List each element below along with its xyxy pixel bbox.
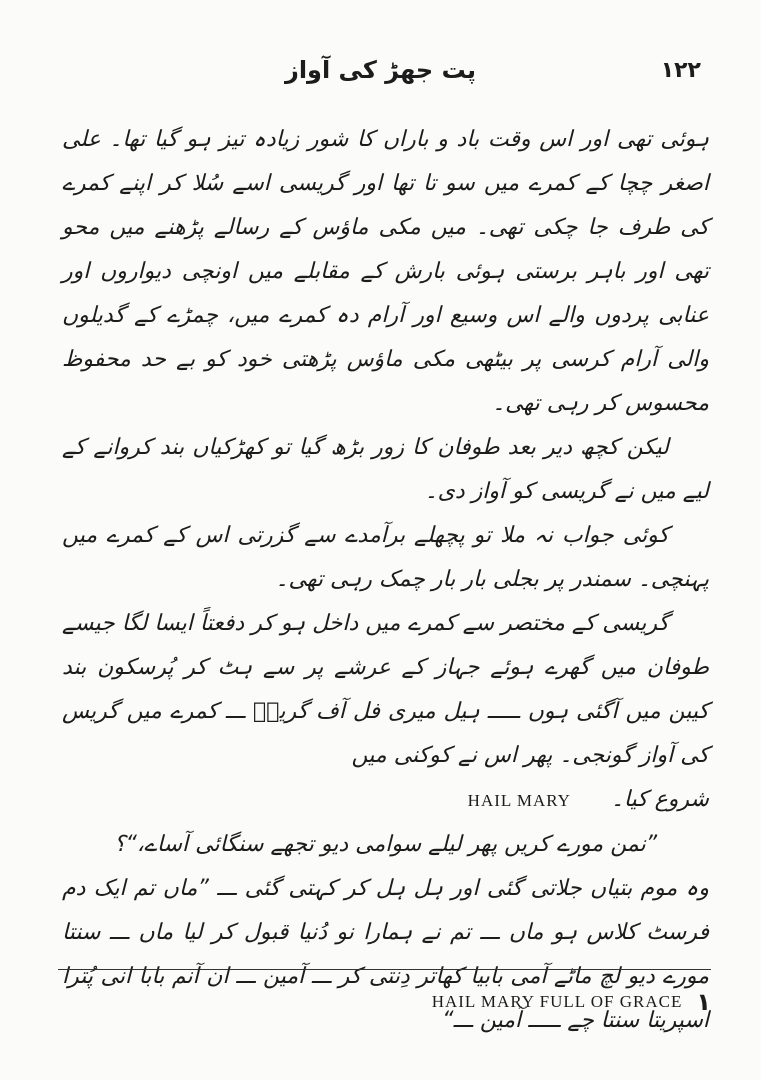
paragraph-4-end: شروع کیا۔ [610, 787, 709, 812]
paragraph-6: وہ موم بتیاں جلاتی گئی اور ہل ہل کر کہتی گئی ـــ ”ماں تم ایک دم فرسٹ کلاس ہو ماں ـــ تم نے ہمارا نو دُنیا قبول کر لیا ماں ـــ سنتا مورے دیو لچ ماٹے آمی بابیا کھاتر دِنتی کر ـــ آمین ـــ ان آنم بابا انی پُترا اسپریتا سنتا چے ـــــ آمین ـــ“ [62, 876, 709, 1033]
paragraph-4-text: گریسی کے مختصر سے کمرے میں داخل ہو کر دفعتاً ایسا لگا جیسے طوفان میں گھرے ہوئے جہاز کے عرشے پر سے ہٹ کر پُرسکون بند کیبن میں آگئی ہوں ـــــ ہیل میری فل آف گریسؔ ـــ کمرے میں گریس کی آواز گونجی۔ پھر اس نے کوکنی میں [62, 611, 709, 768]
body-text [62, 118, 709, 1043]
page-number: ۱۲۲ [660, 57, 701, 83]
paragraph-3: کوئی جواب نہ ملا تو پچھلے برآمدے سے گزرتی اس کے کمرے میں پہنچی۔ سمندر پر بجلی بار بار چمک رہی تھی۔ [62, 523, 709, 592]
paragraph-2: لیکن کچھ دیر بعد طوفان کا زور بڑھ گیا تو کھڑکیاں بند کروانے کے لیے میں نے گریسی کو آواز دی۔ [62, 435, 709, 504]
footnote-text: HAIL MARY FULL OF GRACE [431, 992, 683, 1011]
footnote [60, 982, 711, 1022]
page-header [60, 48, 701, 92]
footnote-marker: ۱ [696, 988, 711, 1016]
paragraph-1: ہوئی تھی اور اس وقت باد و باراں کا شور زیادہ تیز ہو گیا تھا۔ علی اصغر چچا کے کمرے میں سو تا تھا اور گریسی اسے سُلا کر اپنے کمرے کی طرف جا چکی تھی۔ میں مکی ماؤس کے رسالے پڑھنے میں محو تھی اور باہر برستی ہوئی بارش کے مقابلے میں اونچی دیواروں اور عنابی پردوں والے اس وسیع اور آرام دہ کمرے میں، چمڑے کے گدیلوں والی آرام کرسی پر بیٹھی مکی ماؤس پڑھتی خود کو بے حد محفوظ محسوس کر رہی تھی۔ [62, 127, 709, 416]
footnote-divider [58, 969, 711, 970]
paragraph-4 [62, 602, 709, 823]
hail-mary-gloss: HAIL MARY [467, 791, 571, 810]
paragraph-5: ”نمن مورے کریں پھر لیلے سوامی دیو تجھے سنگائی آساے،“؟ [113, 832, 658, 857]
running-title: پت جھڑ کی آواز [285, 56, 476, 84]
